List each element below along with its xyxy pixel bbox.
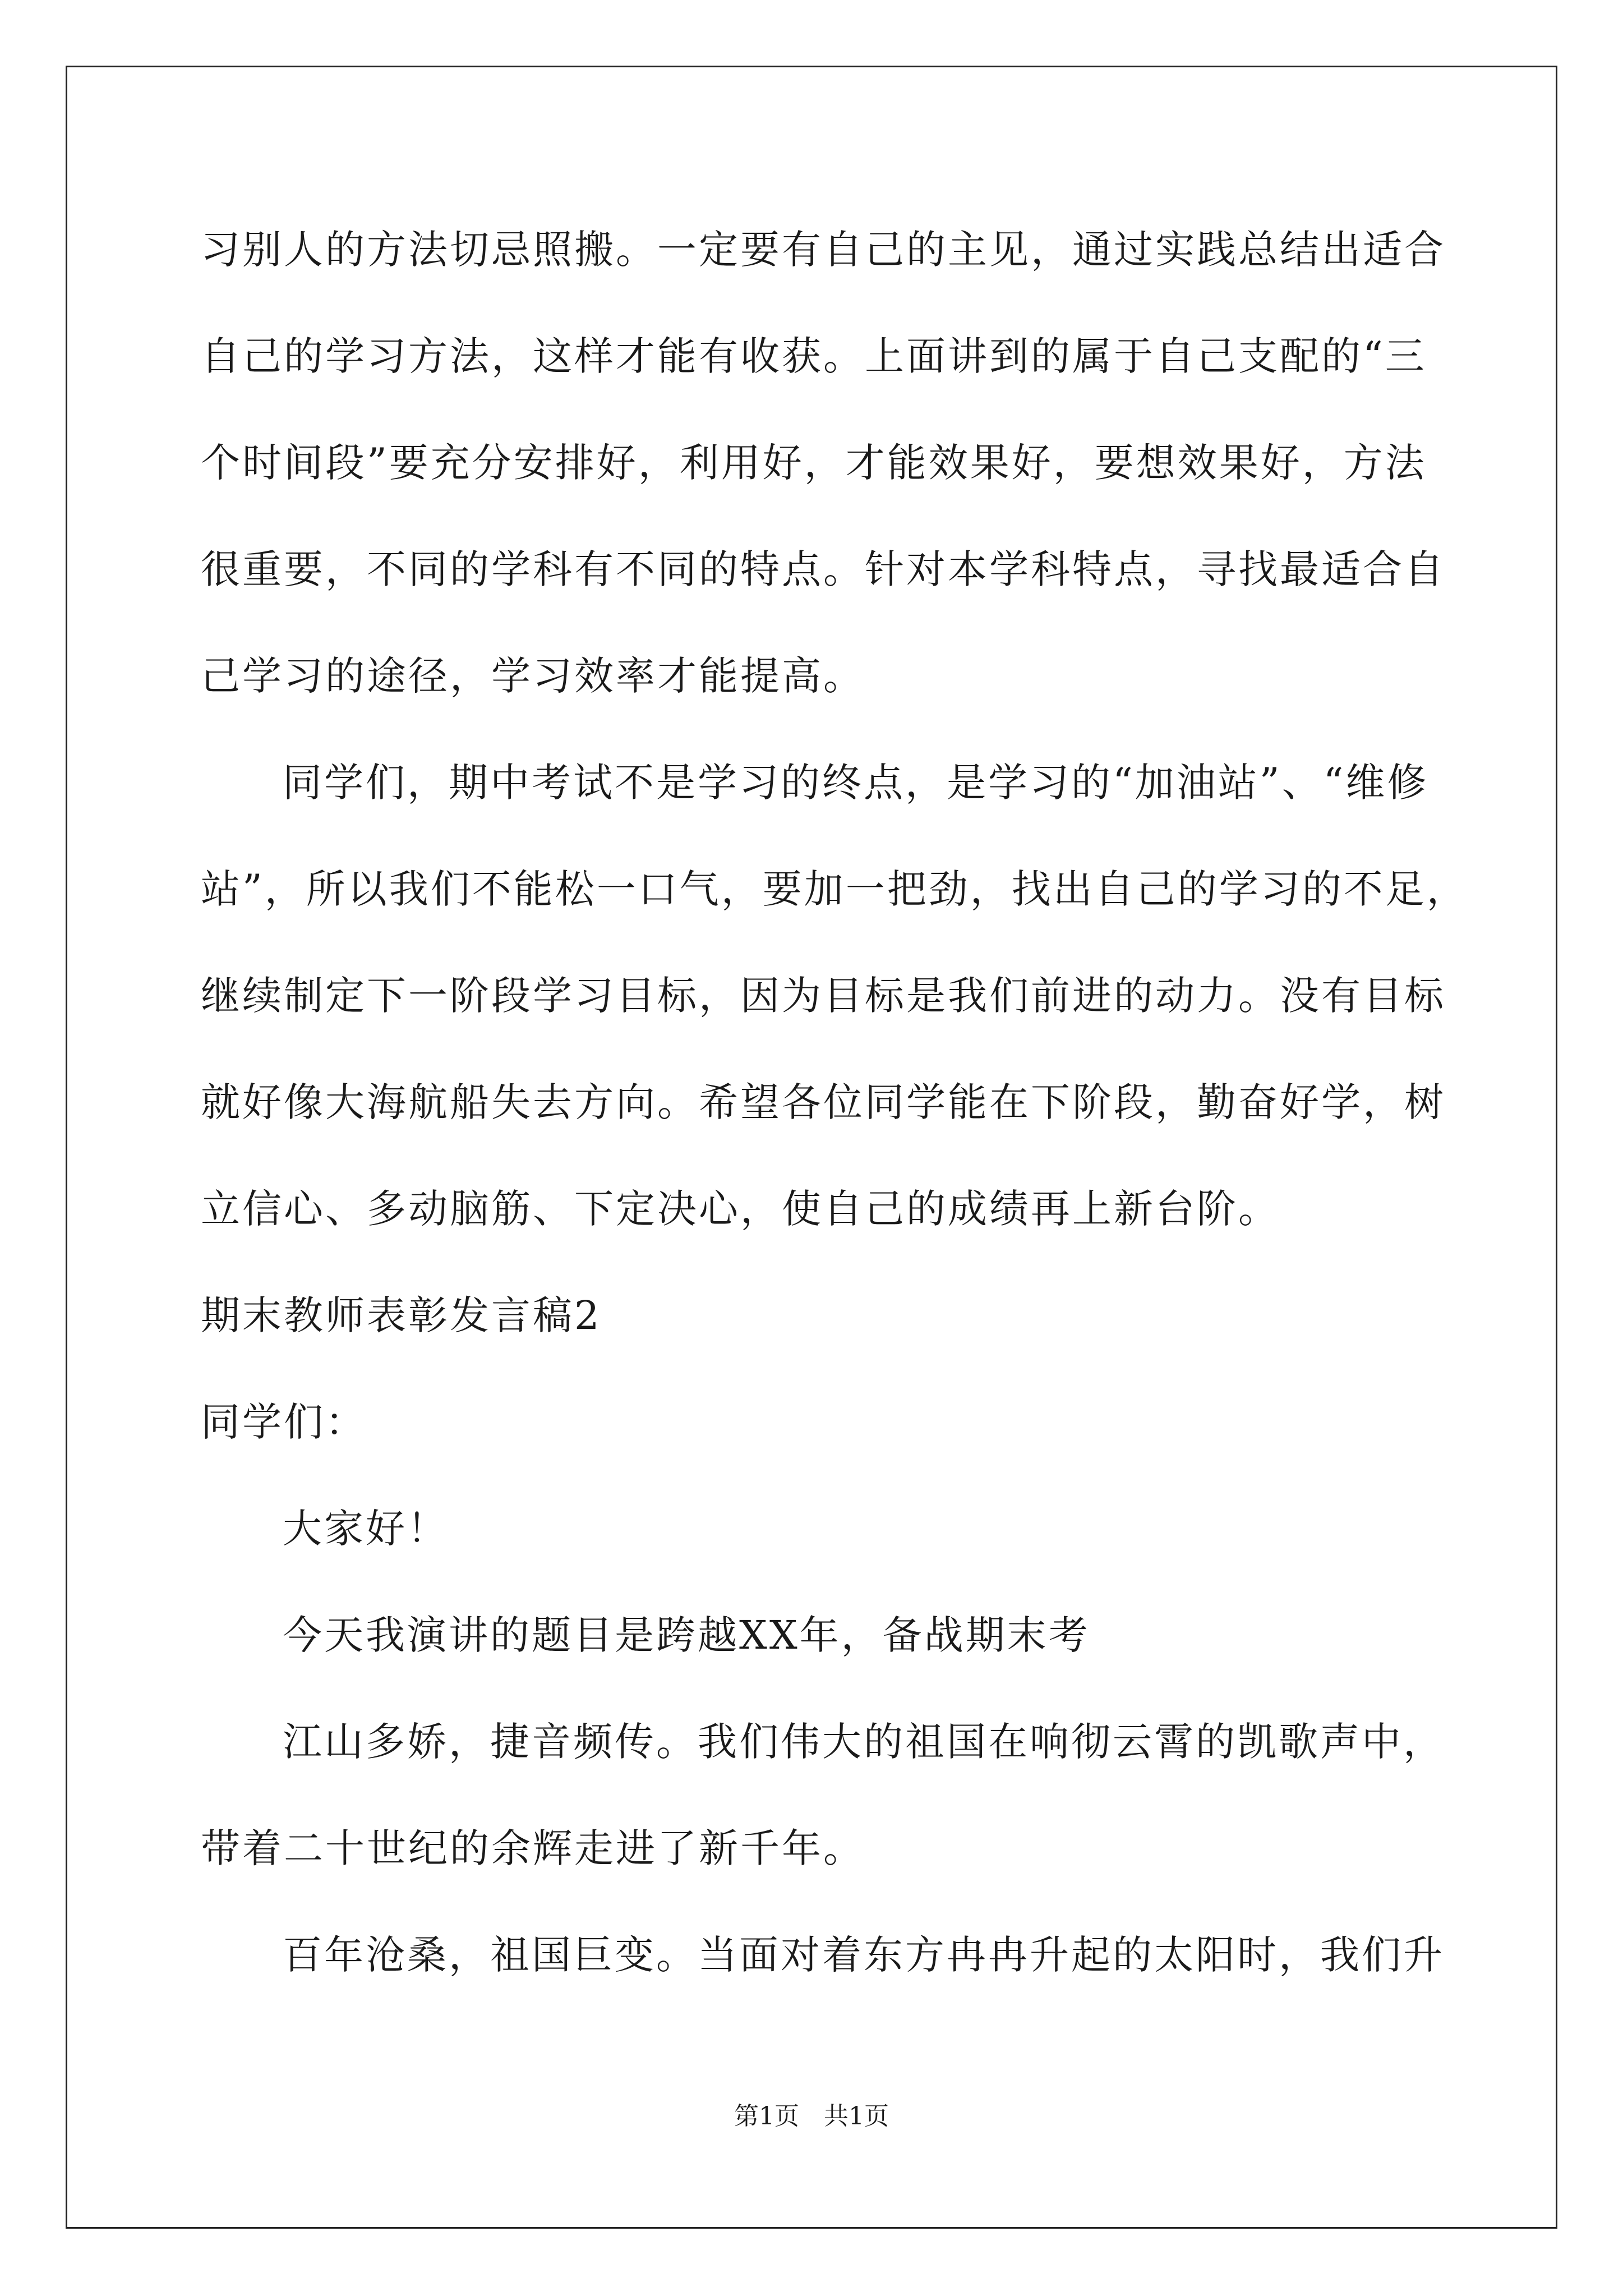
greeting: 大家好！ <box>283 1506 449 1552</box>
text-line-8: 继续制定下一阶段学习目标，因为目标是我们前进的动力。没有目标 <box>201 973 1446 1019</box>
section-heading: 期末教师表彰发言稿2 <box>201 1292 602 1338</box>
document-body <box>201 213 1468 2025</box>
salutation: 同学们： <box>201 1399 367 1445</box>
speech-topic: 今天我演讲的题目是跨越XX年，备战期末考 <box>283 1612 1090 1658</box>
text-line-9: 就好像大海航船失去方向。希望各位同学能在下阶段，勤奋好学，树 <box>201 1079 1446 1125</box>
text-line-17: 百年沧桑，祖国巨变。当面对着东方冉冉升起的太阳时，我们升 <box>283 1932 1445 1978</box>
page-footer: 第1页 共1页 <box>734 2102 889 2131</box>
text-line-3: 个时间段”要充分安排好，利用好，才能效果好，要想效果好，方法 <box>201 440 1427 486</box>
text-line-6: 同学们，期中考试不是学习的终点，是学习的“加油站”、“维修 <box>283 760 1429 806</box>
text-line-16: 带着二十世纪的余辉走进了新千年。 <box>201 1825 865 1871</box>
text-line-4: 很重要，不同的学科有不同的特点。针对本学科特点，寻找最适合自 <box>201 546 1446 592</box>
text-line-7: 站”，所以我们不能松一口气，要加一把劲，找出自己的学习的不足， <box>201 866 1468 912</box>
text-line-10: 立信心、多动脑筋、下定决心，使自己的成绩再上新台阶。 <box>201 1186 1280 1232</box>
text-line-1: 习别人的方法切忌照搬。一定要有自己的主见，通过实践总结出适合 <box>201 227 1446 273</box>
text-line-2: 自己的学习方法，这样才能有收获。上面讲到的属于自己支配的“三 <box>201 333 1427 379</box>
text-line-5: 己学习的途径，学习效率才能提高。 <box>201 653 865 699</box>
text-line-15: 江山多娇，捷音频传。我们伟大的祖国在响彻云霄的凯歌声中， <box>283 1719 1445 1765</box>
